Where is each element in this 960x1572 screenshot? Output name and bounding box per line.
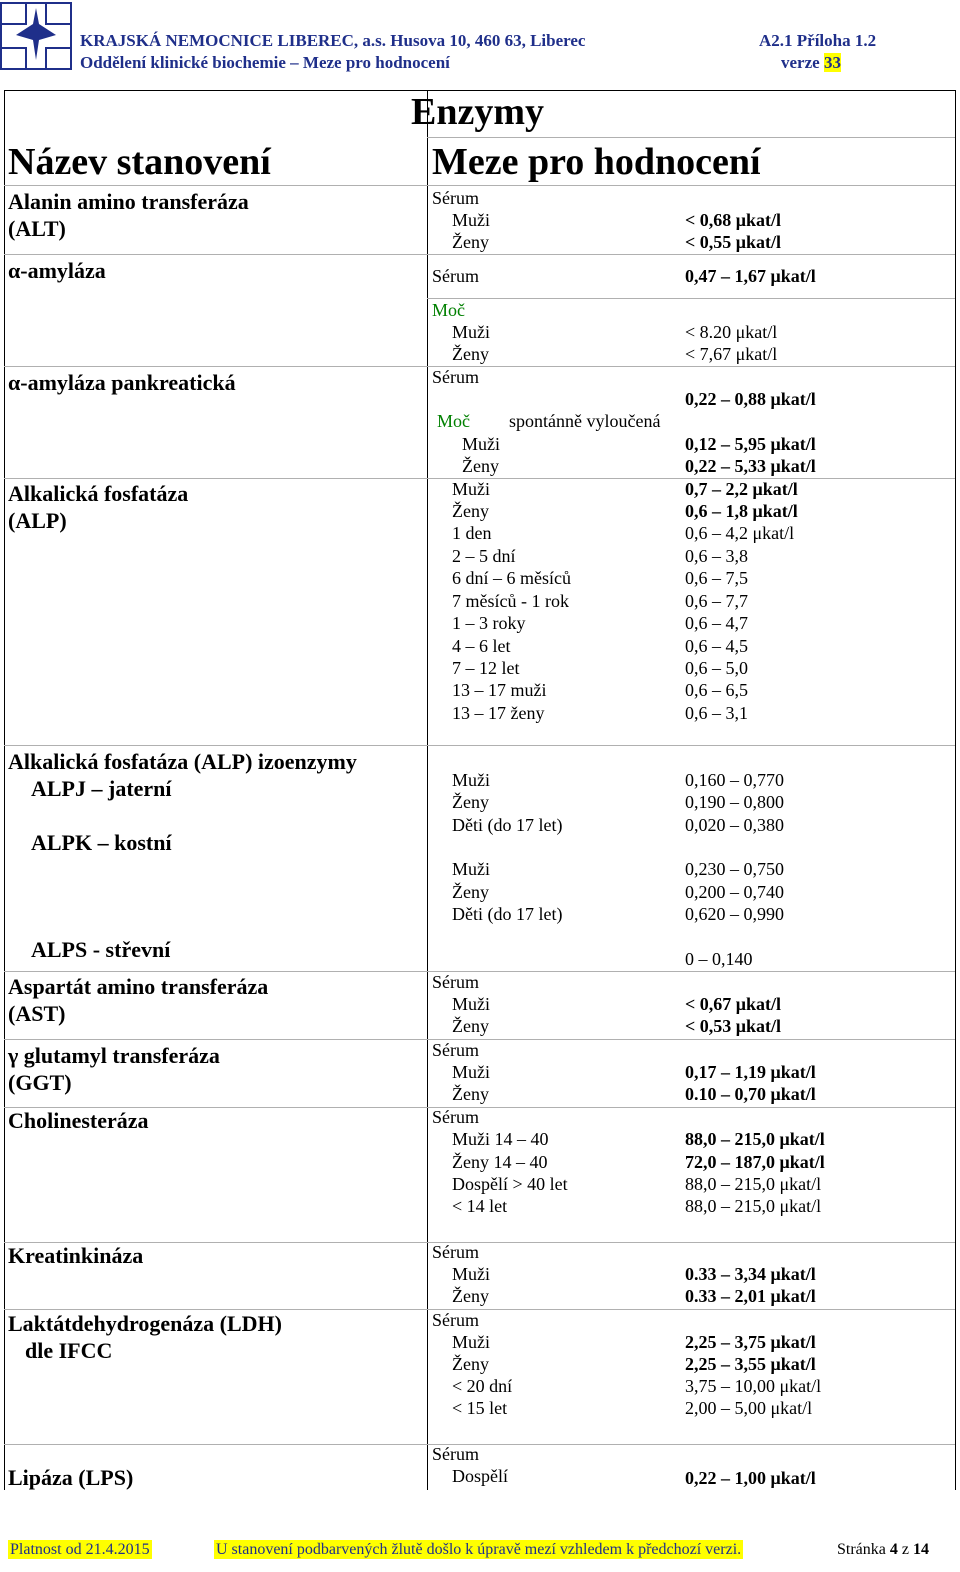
range-value: 0,22 – 0,88 μkat/l — [685, 389, 816, 409]
row-divider — [4, 1444, 955, 1445]
test-name-pancreatic-amylase: α-amyláza pankreatická — [8, 370, 236, 395]
specimen-label: Sérum — [432, 367, 479, 387]
test-name-ggt-abbr: (GGT) — [8, 1070, 72, 1095]
page-number: Stránka 4 z 14 — [837, 1541, 929, 1558]
range-value: 0 – 0,140 — [685, 949, 753, 969]
range-value: 0,6 – 3,1 — [685, 703, 748, 723]
group-label: Ženy — [452, 882, 489, 902]
range-value: 0.33 – 2,01 μkat/l — [685, 1286, 816, 1306]
specimen-label: Sérum — [432, 1310, 479, 1330]
range-value: 0,22 – 5,33 μkat/l — [685, 456, 816, 476]
group-label: Muži — [452, 859, 490, 879]
range-value: 0,17 – 1,19 μkat/l — [685, 1062, 816, 1082]
range-value: 2,25 – 3,55 μkat/l — [685, 1354, 816, 1374]
age-group-label: 13 – 17 muži — [452, 680, 547, 700]
group-label: Muži — [452, 479, 490, 499]
range-value: 0,160 – 0,770 — [685, 770, 784, 790]
range-value: 0.33 – 3,34 μkat/l — [685, 1264, 816, 1284]
test-name-alpj: ALPJ – jaterní — [31, 776, 172, 801]
range-value: 2,25 – 3,75 μkat/l — [685, 1332, 816, 1352]
range-value: < 8.20 μkat/l — [685, 322, 778, 342]
table-right-border — [955, 90, 956, 1490]
version-label — [781, 53, 841, 73]
range-value: < 0,68 μkat/l — [685, 210, 781, 230]
range-value: 0,020 – 0,380 — [685, 815, 784, 835]
specimen-label: Sérum — [432, 1107, 479, 1127]
hospital-name: KRAJSKÁ NEMOCNICE LIBEREC, a.s. Husova 10, 460 63, Liberec — [80, 31, 586, 50]
range-value: 0,12 – 5,95 μkat/l — [685, 434, 816, 454]
age-group-label: < 15 let — [452, 1398, 508, 1418]
section-title: Enzymy — [411, 91, 544, 133]
specimen-label: Sérum — [432, 1040, 479, 1060]
group-label: Děti (do 17 let) — [452, 904, 563, 924]
range-value: 0,6 – 7,7 — [685, 591, 748, 611]
test-name-ast-abbr: (AST) — [8, 1001, 66, 1026]
range-value: 0,22 – 1,00 μkat/l — [685, 1468, 816, 1488]
group-label: Muži — [452, 210, 490, 230]
range-value: 0,6 – 4,5 — [685, 636, 748, 656]
hospital-logo-icon — [0, 2, 72, 70]
range-value: 0,6 – 5,0 — [685, 658, 748, 678]
version-number: 33 — [823, 53, 841, 72]
range-value: 0,620 – 0,990 — [685, 904, 784, 924]
test-name-alps: ALPS - střevní — [31, 937, 171, 962]
test-name-lipase: Lipáza (LPS) — [8, 1465, 134, 1490]
row-divider — [4, 366, 955, 367]
range-value: 3,75 – 10,00 μkat/l — [685, 1376, 822, 1396]
group-label: Děti (do 17 let) — [452, 815, 563, 835]
group-label: Ženy — [452, 1354, 489, 1374]
test-name-ldh-method: dle IFCC — [25, 1338, 113, 1363]
specimen-label-urine: Moč — [437, 411, 470, 431]
specimen-label: Sérum — [432, 1242, 479, 1262]
appendix-label: A2.1 Příloha 1.2 — [759, 31, 877, 50]
row-divider — [427, 298, 955, 299]
range-value: 0,6 – 4,7 — [685, 613, 748, 633]
range-value: < 0,67 μkat/l — [685, 994, 781, 1014]
row-divider — [4, 254, 955, 255]
version-text: verze — [781, 53, 820, 72]
specimen-label-urine: Moč — [432, 300, 465, 320]
group-label: Muži — [452, 1062, 490, 1082]
range-value: 0,200 – 0,740 — [685, 882, 784, 902]
test-name-amylase: α-amyláza — [8, 258, 106, 283]
group-label: Muži — [452, 322, 490, 342]
test-name-cholinesterase: Cholinesteráza — [8, 1108, 149, 1133]
row-divider — [4, 185, 955, 186]
range-value: 0,6 – 1,8 μkat/l — [685, 501, 798, 521]
test-name-alt: Alanin amino transferáza — [8, 189, 249, 214]
specimen-note: spontánně vyloučená — [509, 411, 661, 431]
group-label: Ženy — [452, 1016, 489, 1036]
group-label: Ženy — [452, 501, 489, 521]
group-label: Muži — [462, 434, 500, 454]
table-left-border — [4, 90, 5, 1490]
group-label: Ženy — [452, 1084, 489, 1104]
test-name-alp-isoenzymes: Alkalická fosfatáza (ALP) izoenzymy — [8, 749, 357, 774]
specimen-label: Sérum — [432, 188, 479, 208]
group-label: Muži — [452, 1332, 490, 1352]
range-value: 2,00 – 5,00 μkat/l — [685, 1398, 813, 1418]
age-group-label: 7 – 12 let — [452, 658, 520, 678]
validity-date: Platnost od 21.4.2015 — [10, 1541, 150, 1558]
range-value: 72,0 – 187,0 μkat/l — [685, 1152, 825, 1172]
test-name-creatine-kinase: Kreatinkináza — [8, 1243, 144, 1268]
range-value: < 0,53 μkat/l — [685, 1016, 781, 1036]
group-label: Ženy — [452, 232, 489, 252]
range-value: 0,6 – 6,5 — [685, 680, 748, 700]
age-group-label: 4 – 6 let — [452, 636, 511, 656]
group-label: Dospělí — [452, 1466, 508, 1486]
group-label: < 14 let — [452, 1196, 508, 1216]
row-divider — [4, 1039, 955, 1040]
group-label: Muži — [452, 1264, 490, 1284]
age-group-label: 7 měsíců - 1 rok — [452, 591, 569, 611]
row-divider — [427, 137, 955, 138]
group-label: Muži — [452, 770, 490, 790]
range-value: 0,6 – 3,8 — [685, 546, 748, 566]
change-note: U stanovení podbarvených žlutě došlo k úpravě mezí vzhledem k předchozí verzi. — [216, 1541, 742, 1558]
range-value: 88,0 – 215,0 μkat/l — [685, 1174, 822, 1194]
range-value: < 7,67 μkat/l — [685, 344, 778, 364]
test-name-ldh: Laktátdehydrogenáza (LDH) — [8, 1311, 282, 1336]
test-name-alpk: ALPK – kostní — [31, 830, 172, 855]
range-value: 0,230 – 0,750 — [685, 859, 784, 879]
column-header-ranges: Meze pro hodnocení — [432, 141, 761, 183]
range-value: 0,190 – 0,800 — [685, 792, 784, 812]
range-value: 0,7 – 2,2 μkat/l — [685, 479, 798, 499]
age-group-label: < 20 dní — [452, 1376, 513, 1396]
age-group-label: 1 – 3 roky — [452, 613, 526, 633]
row-divider — [4, 1242, 955, 1243]
range-value: 0,6 – 4,2 μkat/l — [685, 523, 795, 543]
test-name-ggt: γ glutamyl transferáza — [8, 1043, 220, 1068]
test-name-alp-abbr: (ALP) — [8, 508, 67, 533]
test-name-alt-abbr: (ALT) — [8, 216, 66, 241]
range-value: < 0,55 μkat/l — [685, 232, 781, 252]
group-label: Ženy 14 – 40 — [452, 1152, 548, 1172]
column-header-test-name: Název stanovení — [8, 141, 271, 183]
range-value: 0,47 – 1,67 μkat/l — [685, 266, 816, 286]
age-group-label: 1 den — [452, 523, 492, 543]
specimen-label: Sérum — [432, 1444, 479, 1464]
row-divider — [4, 971, 955, 972]
row-divider — [4, 745, 955, 746]
group-label: Ženy — [452, 1286, 489, 1306]
column-divider — [427, 90, 428, 1490]
range-value: 0,6 – 7,5 — [685, 568, 748, 588]
group-label: Ženy — [452, 792, 489, 812]
range-value: 0.10 – 0,70 μkat/l — [685, 1084, 816, 1104]
group-label: Ženy — [452, 344, 489, 364]
range-value: 88,0 – 215,0 μkat/l — [685, 1129, 825, 1149]
age-group-label: 13 – 17 ženy — [452, 703, 545, 723]
age-group-label: 2 – 5 dní — [452, 546, 516, 566]
group-label: Muži 14 – 40 — [452, 1129, 549, 1149]
group-label: Dospělí > 40 let — [452, 1174, 568, 1194]
department-name: Oddělení klinické biochemie – Meze pro hodnocení — [80, 53, 450, 72]
specimen-label: Sérum — [432, 972, 479, 992]
group-label: Muži — [452, 994, 490, 1014]
specimen-label: Sérum — [432, 266, 479, 286]
group-label: Ženy — [462, 456, 499, 476]
range-value: 88,0 – 215,0 μkat/l — [685, 1196, 822, 1216]
test-name-ast: Aspartát amino transferáza — [8, 974, 269, 999]
test-name-alp: Alkalická fosfatáza — [8, 481, 189, 506]
age-group-label: 6 dní – 6 měsíců — [452, 568, 571, 588]
